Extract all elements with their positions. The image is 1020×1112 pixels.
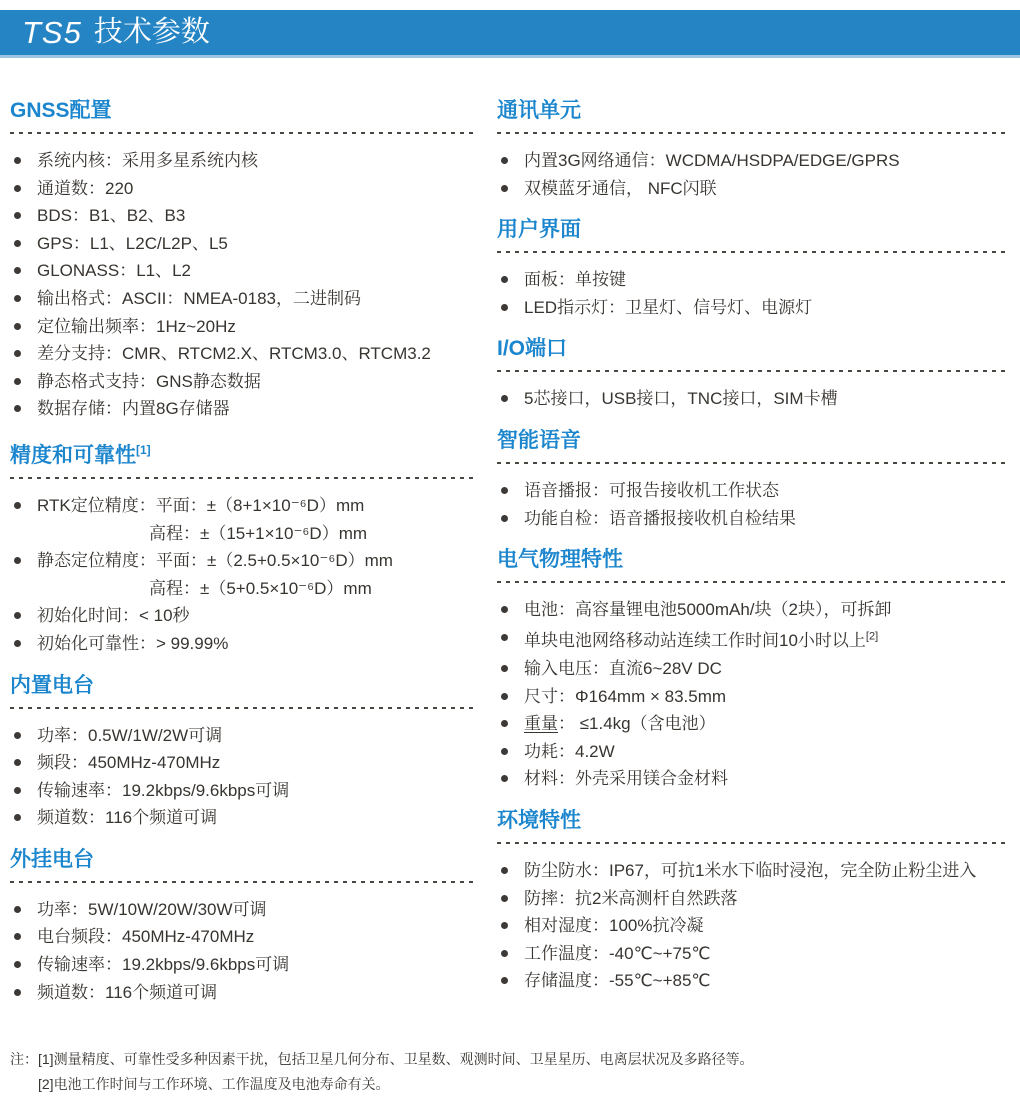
spec-item-text: 输入电压：直流6~28V DC <box>524 659 722 678</box>
spec-list <box>10 492 473 658</box>
spec-item-text: 传输速率：19.2kbps/9.6kbps可调 <box>37 780 290 800</box>
bullet-icon <box>501 487 508 494</box>
spec-item <box>10 979 473 1007</box>
spec-item-text: LED指示灯：卫星灯、信号灯、电源灯 <box>524 297 813 317</box>
spec-columns <box>0 58 1020 1021</box>
spec-item-text: 功耗：4.2W <box>524 741 615 761</box>
spec-item-text: 功能自检：语音播报接收机自检结果 <box>524 508 796 528</box>
spec-item-text: 频段：450MHz-470MHz <box>37 753 221 773</box>
spec-section <box>10 98 473 423</box>
bullet-icon <box>14 267 21 274</box>
spec-item <box>10 575 473 603</box>
spec-list <box>497 385 1010 413</box>
spec-item-text: 静态格式支持：GNS静态数据 <box>37 371 261 391</box>
dotted-divider <box>497 132 1010 134</box>
spec-item <box>497 385 1010 413</box>
spec-item <box>10 313 473 341</box>
spec-item-text: 内置3G网络通信：WCDMA/HSDPA/EDGE/GPRS <box>524 151 900 170</box>
section-title: 用户界面 <box>497 218 581 242</box>
spec-item <box>10 722 473 750</box>
spec-item-text: 初始化可靠性：> 99.99% <box>37 633 229 653</box>
section-title: 电气物理特性 <box>497 548 623 572</box>
spec-section <box>497 808 1010 995</box>
spec-item-text: BDS：B1、B2、B3 <box>37 206 186 226</box>
spec-item <box>10 202 473 230</box>
spec-item <box>10 368 473 396</box>
right-column <box>497 98 1010 1021</box>
spec-item <box>497 710 1010 738</box>
spec-item-text: 5芯接口，USB接口，TNC接口，SIM卡槽 <box>524 389 838 409</box>
spec-item-text: 频道数：116个频道可调 <box>37 808 218 828</box>
footnote-lines <box>38 1047 754 1097</box>
spec-item <box>10 547 473 575</box>
bullet-icon <box>14 323 21 330</box>
spec-section <box>497 98 1010 202</box>
product-model: TS5 <box>22 15 82 50</box>
spec-item-text: 高程：±（15+1×10⁻⁶D）mm <box>149 523 368 543</box>
spec-item <box>10 923 473 951</box>
spec-section <box>497 547 1010 793</box>
spec-item <box>10 395 473 423</box>
spec-item <box>497 477 1010 505</box>
spec-item <box>10 285 473 313</box>
spec-item <box>497 940 1010 968</box>
section-title: 环境特性 <box>497 808 581 832</box>
spec-item-text: 工作温度：-40℃~+75℃ <box>524 943 711 963</box>
spec-item <box>10 520 473 548</box>
spec-item <box>497 857 1010 885</box>
spec-item-text: 高程：±（5+0.5×10⁻⁶D）mm <box>149 578 372 598</box>
bullet-icon <box>501 185 508 192</box>
spec-list <box>497 596 1010 793</box>
bullet-icon <box>501 665 508 672</box>
spec-list <box>497 147 1010 202</box>
spec-item <box>10 749 473 777</box>
dotted-divider <box>10 881 473 883</box>
bullet-icon <box>501 515 508 522</box>
bullet-icon <box>501 157 508 164</box>
spec-item <box>497 505 1010 533</box>
spec-item <box>10 896 473 924</box>
spec-item <box>497 624 1010 655</box>
spec-item <box>10 147 473 175</box>
spec-item <box>10 630 473 658</box>
spec-item-text: 电池：高容量锂电池5000mAh/块（2块），可拆卸 <box>524 600 892 620</box>
bullet-icon <box>14 906 21 913</box>
dotted-divider <box>10 132 473 134</box>
spec-item-text: 防摔：抗2米高测杆自然跌落 <box>524 888 738 908</box>
spec-section <box>10 847 473 1006</box>
footnote-label: 注： <box>10 1051 38 1068</box>
spec-item-text: 传输速率：19.2kbps/9.6kbps可调 <box>37 955 290 975</box>
spec-item <box>497 147 1010 175</box>
bullet-icon <box>14 502 21 509</box>
bullet-icon <box>501 395 508 402</box>
footnote-ref: [2] <box>865 630 879 643</box>
spec-item <box>10 777 473 805</box>
bullet-icon <box>14 350 21 357</box>
bullet-icon <box>14 378 21 385</box>
spec-list <box>10 896 473 1006</box>
spec-section <box>497 217 1010 321</box>
footnotes <box>0 1021 1020 1097</box>
spec-item <box>497 912 1010 940</box>
spec-item <box>497 738 1010 766</box>
dotted-divider <box>497 581 1010 583</box>
spec-item <box>10 340 473 368</box>
spec-item-text: 通道数：220 <box>37 178 134 198</box>
spec-item-text: 防尘防水：IP67，可抗1米水下临时浸泡，完全防止粉尘进入 <box>524 860 977 880</box>
spec-item-text: 初始化时间：< 10秒 <box>37 606 190 626</box>
spec-item <box>10 175 473 203</box>
section-title-superscript: [1] <box>136 442 151 457</box>
spec-item-text: 重量： ≤1.4kg（含电池） <box>524 714 716 734</box>
bullet-icon <box>501 950 508 957</box>
bullet-icon <box>14 732 21 739</box>
spec-item <box>497 175 1010 203</box>
spec-item-text: 功率：0.5W/1W/2W可调 <box>37 725 223 745</box>
bullet-icon <box>14 759 21 766</box>
spec-item-text: 功率：5W/10W/20W/30W可调 <box>37 899 267 919</box>
bullet-icon <box>14 295 21 302</box>
bullet-icon <box>501 693 508 700</box>
spec-list <box>497 266 1010 321</box>
spec-item <box>497 765 1010 793</box>
dotted-divider <box>497 370 1010 372</box>
section-title: 外挂电台 <box>10 847 94 871</box>
spec-item <box>497 266 1010 294</box>
spec-list <box>497 857 1010 995</box>
footnote-line: [2]电池工作时间与工作环境、工作温度及电池寿命有关。 <box>38 1076 390 1093</box>
spec-section <box>497 428 1010 532</box>
bullet-icon <box>501 775 508 782</box>
underlined-text: 重量 <box>524 714 558 734</box>
bullet-icon <box>14 557 21 564</box>
spec-item <box>497 655 1010 683</box>
bullet-icon <box>14 157 21 164</box>
spec-item-text: 电台频段：450MHz-470MHz <box>37 927 255 947</box>
left-column <box>10 98 473 1021</box>
dotted-divider <box>497 462 1010 464</box>
bullet-icon <box>501 634 508 641</box>
dotted-divider <box>497 842 1010 844</box>
spec-item-text: 静态定位精度：平面：±（2.5+0.5×10⁻⁶D）mm <box>37 551 393 571</box>
spec-item-text: 单块电池网络移动站连续工作时间10小时以上[2] <box>524 630 879 651</box>
footnote-line: [1]测量精度、可靠性受多种因素干扰，包括卫星几何分布、卫星数、观测时间、卫星星历、电离层状况及多路径等。 <box>38 1051 754 1068</box>
spec-item-text: 面板：单按键 <box>524 270 626 290</box>
bullet-icon <box>501 895 508 902</box>
spec-item-text: 尺寸：Φ164mm × 83.5mm <box>524 686 727 706</box>
section-title: I/O端口 <box>497 337 568 361</box>
dotted-divider <box>497 251 1010 253</box>
spec-item <box>497 294 1010 322</box>
section-title: GNSS配置 <box>10 99 112 122</box>
spec-item-text: 数据存储：内置8G存储器 <box>37 399 230 419</box>
spec-item-text: 定位输出频率：1Hz~20Hz <box>37 316 236 336</box>
bullet-icon <box>14 961 21 968</box>
bullet-icon <box>501 720 508 727</box>
bullet-icon <box>14 612 21 619</box>
spec-item-text: GLONASS：L1、L2 <box>37 261 192 281</box>
spec-section <box>497 336 1010 413</box>
bullet-icon <box>501 606 508 613</box>
spec-item-text: GPS：L1、L2C/L2P、L5 <box>37 233 228 253</box>
spec-item <box>497 596 1010 624</box>
spec-list <box>10 147 473 423</box>
bullet-icon <box>14 240 21 247</box>
section-title: 内置电台 <box>10 673 94 697</box>
spec-item-text: 存储温度：-55℃~+85℃ <box>524 971 711 991</box>
spec-item-text: RTK定位精度：平面：±（8+1×10⁻⁶D）mm <box>37 495 365 515</box>
bullet-icon <box>501 748 508 755</box>
spec-item <box>10 230 473 258</box>
spec-item-text: 材料：外壳采用镁合金材料 <box>524 769 728 789</box>
bullet-icon <box>14 185 21 192</box>
bullet-icon <box>14 787 21 794</box>
spec-item-text: 系统内核：采用多星系统内核 <box>37 151 258 170</box>
spec-section <box>10 438 473 658</box>
spec-item-text: 语音播报：可报告接收机工作状态 <box>524 480 779 500</box>
bullet-icon <box>501 867 508 874</box>
spec-list <box>497 477 1010 532</box>
spec-list <box>10 722 473 832</box>
spec-item <box>10 257 473 285</box>
dotted-divider <box>10 707 473 709</box>
dotted-divider <box>10 477 473 479</box>
spec-item <box>497 683 1010 711</box>
section-title: 通讯单元 <box>497 99 581 122</box>
spec-item <box>10 492 473 520</box>
spec-item-text: 差分支持：CMR、RTCM2.X、RTCM3.0、RTCM3.2 <box>37 344 431 364</box>
page-banner <box>0 10 1020 58</box>
spec-item <box>10 804 473 832</box>
bullet-icon <box>14 814 21 821</box>
bullet-icon <box>501 276 508 283</box>
spec-item-text: 频道数：116个频道可调 <box>37 982 218 1002</box>
bullet-icon <box>14 933 21 940</box>
section-title: 精度和可靠性[1] <box>10 442 151 467</box>
bullet-icon <box>14 212 21 219</box>
bullet-icon <box>14 405 21 412</box>
spec-item <box>10 951 473 979</box>
spec-item <box>497 885 1010 913</box>
spec-item-text: 双模蓝牙通信， NFC闪联 <box>524 178 717 198</box>
bullet-icon <box>14 640 21 647</box>
page-title: 技术参数 <box>93 16 210 48</box>
spec-item <box>10 602 473 630</box>
spec-section <box>10 673 473 832</box>
spec-item-text: 相对湿度：100%抗冷凝 <box>524 916 704 936</box>
spec-item <box>497 967 1010 995</box>
section-title: 智能语音 <box>497 428 581 452</box>
bullet-icon <box>14 989 21 996</box>
bullet-icon <box>501 922 508 929</box>
bullet-icon <box>501 304 508 311</box>
spec-item-text: 输出格式：ASCII：NMEA-0183，二进制码 <box>37 288 361 308</box>
bullet-icon <box>501 977 508 984</box>
